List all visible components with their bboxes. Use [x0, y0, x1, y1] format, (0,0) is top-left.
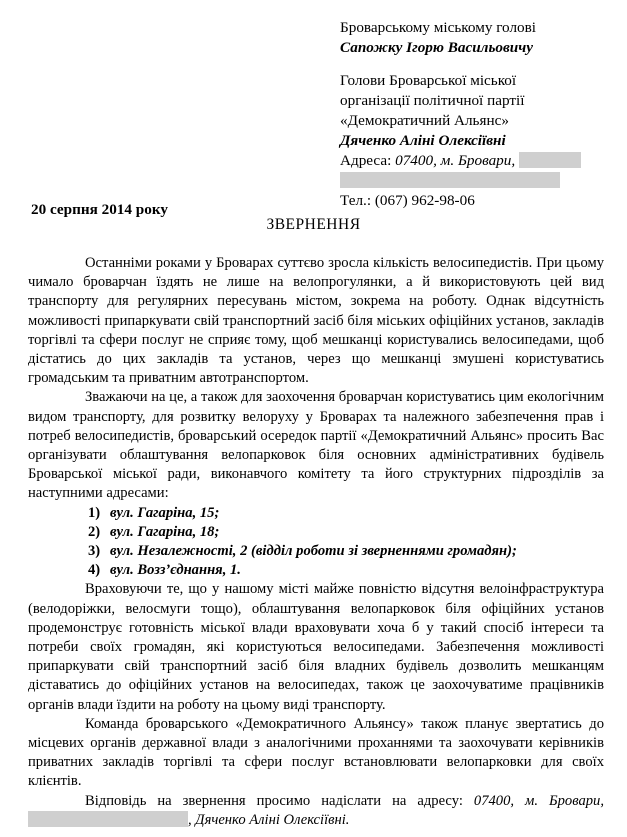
addressee-name: Сапожку Ігорю Васильовичу: [340, 39, 533, 56]
paragraph: Команда броварського «Демократичного Альянсу» також планує звертатись до місцевих органів державної влади з аналогічними проханнями та заохочувати керівників приватних закладів торгівлі та сфери послуг встановлювати велопарковки для своїх клієнтів.: [28, 715, 604, 790]
list-item: [28, 561, 604, 580]
list-text: вул. Возз’єднання, 1.: [110, 562, 241, 579]
list-item: [28, 523, 604, 542]
paragraph: Зважаючи на це, а також для заохочення броварчан користуватись цим екологічним видом транспорту, для розвитку велоруху у Броварах та належного забезпечення прав і потреб велосипедистів, броварський осередок партії «Демократичний Альянс» просить Вас організувати облаштування велопарковок біля основних адміністративних будівель Броварської міської ради, виконавчого комітету та його структурних підрозділів за наступними адресами:: [28, 389, 604, 502]
address-list: [28, 504, 604, 581]
redaction-line: [340, 171, 620, 191]
address-value: 07400, м. Бровари,: [395, 152, 516, 169]
list-number: 2): [88, 523, 101, 540]
reply-text: Відповідь на звернення просимо надіслати на адресу:: [85, 792, 474, 809]
addressee-block: [340, 18, 620, 211]
list-text: вул. Гагаріна, 15;: [110, 504, 220, 521]
address-label: Адреса:: [340, 152, 396, 169]
sender-name: Дяченко Аліні Олексіївні: [340, 132, 506, 149]
reply-name: , Дяченко Аліні Олексіївні.: [188, 811, 350, 828]
reply-address: 07400, м. Бровари,: [473, 792, 604, 809]
letter-date: 20 серпня 2014 року: [31, 201, 168, 218]
addressee-line: Броварському міському голові: [340, 19, 537, 36]
list-text: вул. Незалежності, 2 (відділ роботи зі зверненнями громадян);: [110, 543, 517, 560]
sender-line: організації політичної партії: [340, 92, 525, 109]
list-text: вул. Гагаріна, 18;: [110, 523, 220, 540]
sender-line: Голови Броварської міської: [340, 72, 517, 89]
letter-body: [28, 254, 604, 830]
list-number: 3): [88, 543, 101, 560]
redaction-block: [28, 811, 188, 827]
paragraph: Враховуючи те, що у нашому місті майже повністю відсутня велоінфраструктура (велодоріжки, велосмуги тощо), облаштування велопарковок біля офіційних установ продемонструє готовність міської влади враховувати хоча б у такий спосіб інтереси та потреби своїх громадян, які користуються велосипедами. Забезпечення можливості припаркувати свій транспортний засіб біля владних будівель дозволить мешканцям діставатись до офіційних установ на велосипедах, також це заохочуватиме працівників органів влади їздити на роботу на цьому виді транспорту.: [28, 581, 604, 713]
sender-phone: Тел.: (067) 962-98-06: [340, 192, 475, 209]
list-item: [28, 504, 604, 523]
redaction-block: [340, 172, 560, 188]
letter-title: ЗВЕРНЕННЯ: [266, 216, 361, 233]
sender-line: «Демократичний Альянс»: [340, 112, 509, 129]
sender-address: [340, 151, 620, 171]
paragraph: Останніми роками у Броварах суттєво зросла кількість велосипедистів. При цьому чимало броварчан їздять не лише на велопрогулянки, а й використовують цей вид транспорту для регулярних пересувань містом, зокрема на роботу. Однак відсутність можливості припаркувати свій транспортний засіб біля міських офіційних установ, закладів торгівлі та сфери послуг не сприяє тому, щоб мешканці користувались велосипедами, щоб дістатись до цих закладів та установ, через що мешканці змушені користуватись громадським та приватним автотранспортом.: [28, 255, 604, 387]
list-item: [28, 542, 604, 561]
list-number: 1): [88, 504, 101, 521]
list-number: 4): [88, 562, 101, 579]
paragraph-reply: [28, 792, 604, 830]
redaction-block: [519, 152, 581, 168]
